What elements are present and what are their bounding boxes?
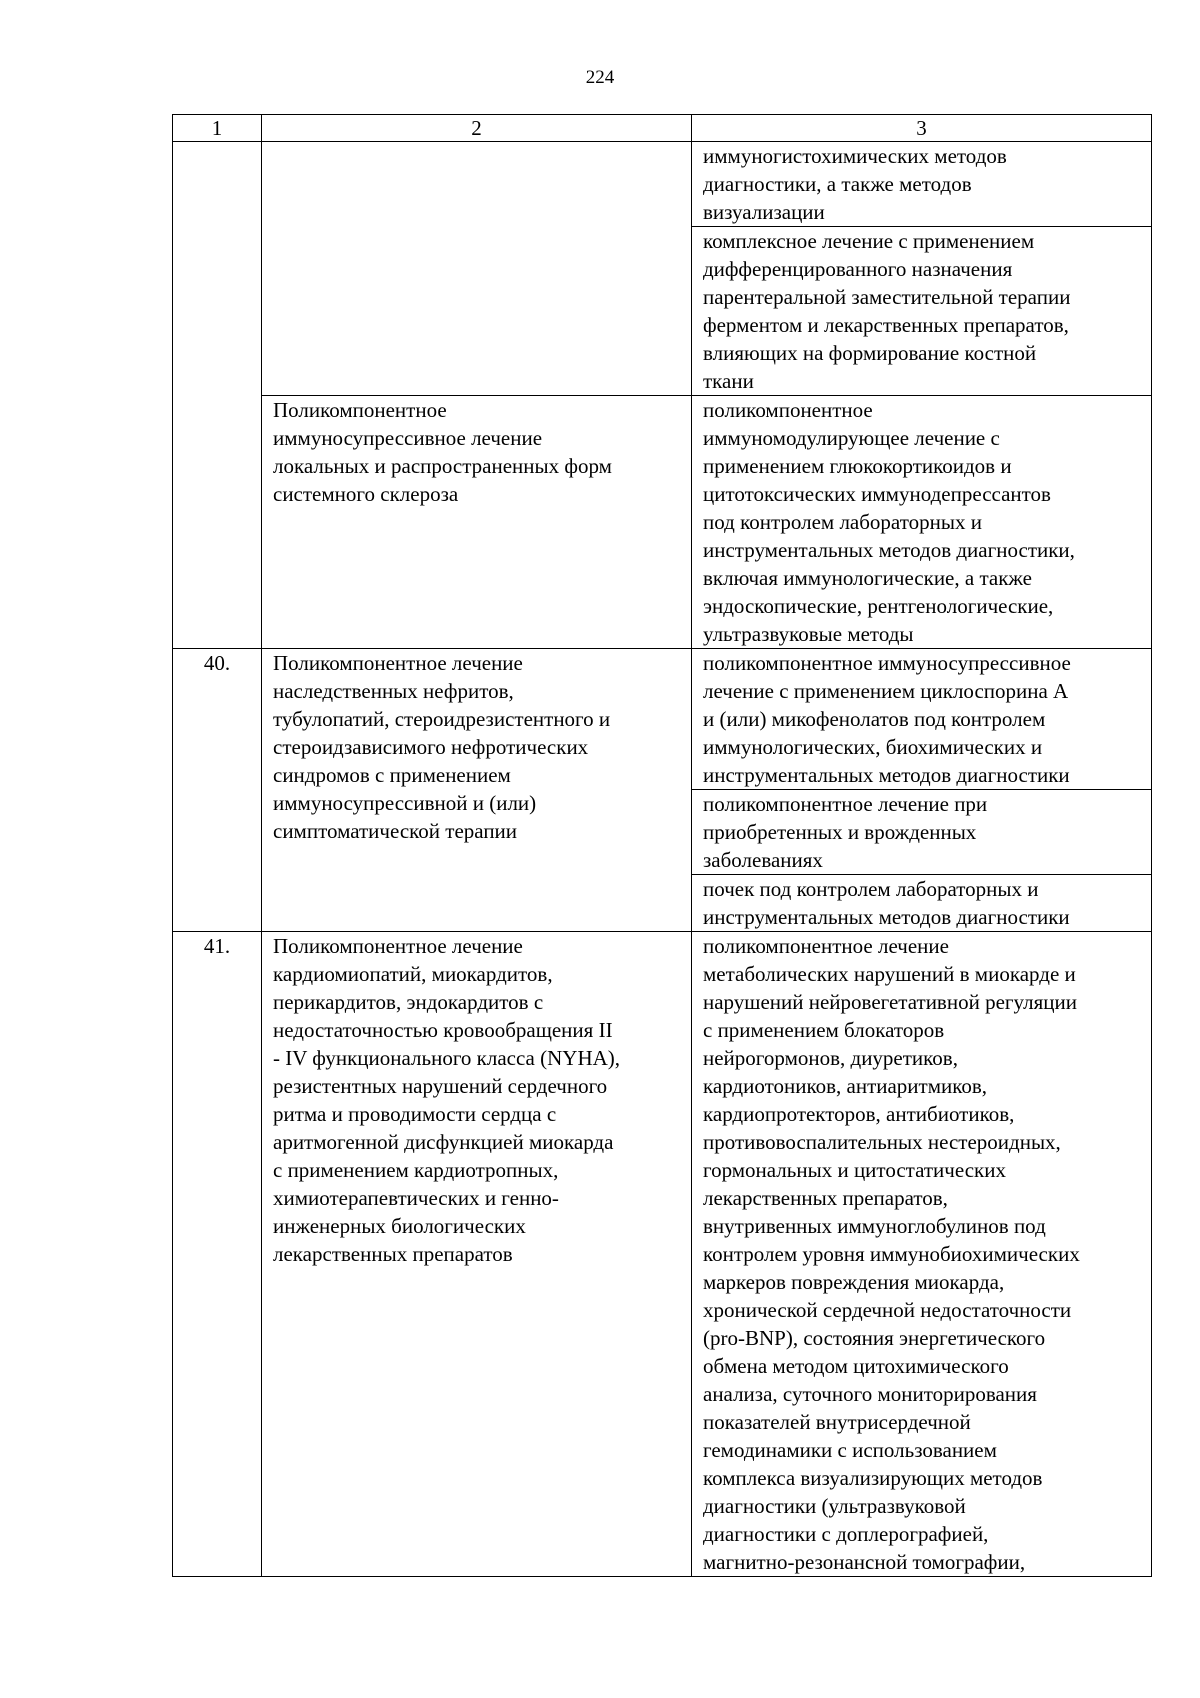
text-line: иммуносупрессивное лечение bbox=[273, 426, 543, 450]
text-line: недостаточностью кровообращения II bbox=[273, 1018, 613, 1042]
table-row bbox=[173, 396, 1152, 649]
row-name-cell bbox=[262, 932, 692, 1577]
text-line: хронической сердечной недостаточности bbox=[703, 1298, 1072, 1322]
text-line: гормональных и цитостатических bbox=[703, 1158, 1006, 1182]
text-line: ультразвуковые методы bbox=[703, 622, 914, 646]
text-line: нарушений нейровегетативной регуляции bbox=[703, 990, 1077, 1014]
text-line: визуализации bbox=[703, 200, 825, 224]
services-table bbox=[172, 114, 1152, 1577]
text-line: гемодинамики с использованием bbox=[703, 1438, 997, 1462]
text-line: Поликомпонентное лечение bbox=[273, 934, 523, 958]
text-line: лечение с применением циклоспорина А bbox=[703, 679, 1069, 703]
row-name-cell bbox=[262, 649, 692, 932]
text-line: поликомпонентное иммуносупрессивное bbox=[703, 651, 1071, 675]
text-line: - IV функционального класса (NYHA), bbox=[273, 1046, 621, 1070]
page-number: 224 bbox=[585, 67, 615, 88]
text-line: (pro-BNP), состояния энергетического bbox=[703, 1326, 1046, 1350]
text-line: наследственных нефритов, bbox=[273, 679, 514, 703]
text-line: метаболических нарушений в миокарде и bbox=[703, 962, 1076, 986]
text-line: локальных и распространенных форм bbox=[273, 454, 612, 478]
text-line: магнитно-резонансной томографии, bbox=[703, 1550, 1026, 1574]
text-line: с применением блокаторов bbox=[703, 1018, 945, 1042]
text-line: применением глюкокортикоидов и bbox=[703, 454, 1012, 478]
text-line: симптоматической терапии bbox=[273, 819, 518, 843]
text-line: тубулопатий, стероидрезистентного и bbox=[273, 707, 611, 731]
text-line: противовоспалительных нестероидных, bbox=[703, 1130, 1061, 1154]
table-row bbox=[173, 142, 1152, 227]
header-col-2: 2 bbox=[262, 115, 692, 142]
text-line: перикардитов, эндокардитов с bbox=[273, 990, 544, 1014]
text-line: почек под контролем лабораторных и bbox=[703, 877, 1039, 901]
text-line: ткани bbox=[703, 369, 754, 393]
text-line: контролем уровня иммунобиохимических bbox=[703, 1242, 1080, 1266]
text-line: лекарственных препаратов, bbox=[703, 1186, 948, 1210]
table-row bbox=[173, 932, 1152, 1577]
method-cell bbox=[692, 396, 1152, 649]
text-line: стероидзависимого нефротических bbox=[273, 735, 589, 759]
text-line: ферментом и лекарственных препаратов, bbox=[703, 313, 1069, 337]
text-line: анализа, суточного мониторирования bbox=[703, 1382, 1037, 1406]
text-line: системного склероза bbox=[273, 482, 459, 506]
text-line: кардиомиопатий, миокардитов, bbox=[273, 962, 553, 986]
text-line: влияющих на формирование костной bbox=[703, 341, 1037, 365]
text-line: иммунологических, биохимических и bbox=[703, 735, 1043, 759]
text-line: цитотоксических иммунодепрессантов bbox=[703, 482, 1051, 506]
method-cell bbox=[692, 227, 1152, 396]
text-line: Поликомпонентное лечение bbox=[273, 651, 523, 675]
text-line: обмена методом цитохимического bbox=[703, 1354, 1009, 1378]
text-line: включая иммунологические, а также bbox=[703, 566, 1032, 590]
text-line: показателей внутрисердечной bbox=[703, 1410, 971, 1434]
text-line: Поликомпонентное bbox=[273, 398, 447, 422]
text-line: диагностики с доплерографией, bbox=[703, 1522, 989, 1546]
method-cell bbox=[692, 932, 1152, 1577]
text-line: кардиопротекторов, антибиотиков, bbox=[703, 1102, 1015, 1126]
text-line: и (или) микофенолатов под контролем bbox=[703, 707, 1046, 731]
header-col-1: 1 bbox=[173, 115, 262, 142]
row-name-cell bbox=[262, 142, 692, 396]
text-line: приобретенных и врожденных bbox=[703, 820, 977, 844]
text-line: комплексное лечение с применением bbox=[703, 229, 1035, 253]
text-line: лекарственных препаратов bbox=[273, 1242, 513, 1266]
row-number-cell: 41. bbox=[173, 932, 262, 1577]
text-line: синдромов с применением bbox=[273, 763, 511, 787]
text-line: под контролем лабораторных и bbox=[703, 510, 982, 534]
text-line: нейрогормонов, диуретиков, bbox=[703, 1046, 958, 1070]
text-line: эндоскопические, рентгенологические, bbox=[703, 594, 1054, 618]
text-line: заболеваниях bbox=[703, 848, 823, 872]
text-line: инженерных биологических bbox=[273, 1214, 526, 1238]
text-line: поликомпонентное bbox=[703, 398, 873, 422]
text-line: химиотерапевтических и генно- bbox=[273, 1186, 559, 1210]
text-line: диагностики (ультразвуковой bbox=[703, 1494, 966, 1518]
method-cell bbox=[692, 142, 1152, 227]
text-line: внутривенных иммуноглобулинов под bbox=[703, 1214, 1046, 1238]
text-line: иммуномодулирующее лечение с bbox=[703, 426, 1000, 450]
text-line: поликомпонентное лечение bbox=[703, 934, 949, 958]
row-number-cell: 40. bbox=[173, 649, 262, 932]
text-line: инструментальных методов диагностики bbox=[703, 763, 1070, 787]
table-header-row bbox=[173, 115, 1152, 142]
text-line: иммуногистохимических методов bbox=[703, 144, 1007, 168]
header-col-3: 3 bbox=[692, 115, 1152, 142]
text-line: резистентных нарушений сердечного bbox=[273, 1074, 608, 1098]
text-line: дифференцированного назначения bbox=[703, 257, 1013, 281]
table-row bbox=[173, 649, 1152, 790]
text-line: кардиотоников, антиаритмиков, bbox=[703, 1074, 988, 1098]
text-line: инструментальных методов диагностики, bbox=[703, 538, 1075, 562]
text-line: иммуносупрессивной и (или) bbox=[273, 791, 537, 815]
text-line: с применением кардиотропных, bbox=[273, 1158, 559, 1182]
text-line: маркеров повреждения миокарда, bbox=[703, 1270, 1005, 1294]
row-name-cell bbox=[262, 396, 692, 649]
method-cell bbox=[692, 875, 1152, 932]
text-line: поликомпонентное лечение при bbox=[703, 792, 988, 816]
text-line: комплекса визуализирующих методов bbox=[703, 1466, 1043, 1490]
text-line: ритма и проводимости сердца с bbox=[273, 1102, 557, 1126]
text-line: парентеральной заместительной терапии bbox=[703, 285, 1071, 309]
text-line: аритмогенной дисфункцией миокарда bbox=[273, 1130, 614, 1154]
method-cell bbox=[692, 790, 1152, 875]
row-number-cell bbox=[173, 142, 262, 649]
text-line: инструментальных методов диагностики bbox=[703, 905, 1070, 929]
text-line: диагностики, а также методов bbox=[703, 172, 972, 196]
method-cell bbox=[692, 649, 1152, 790]
